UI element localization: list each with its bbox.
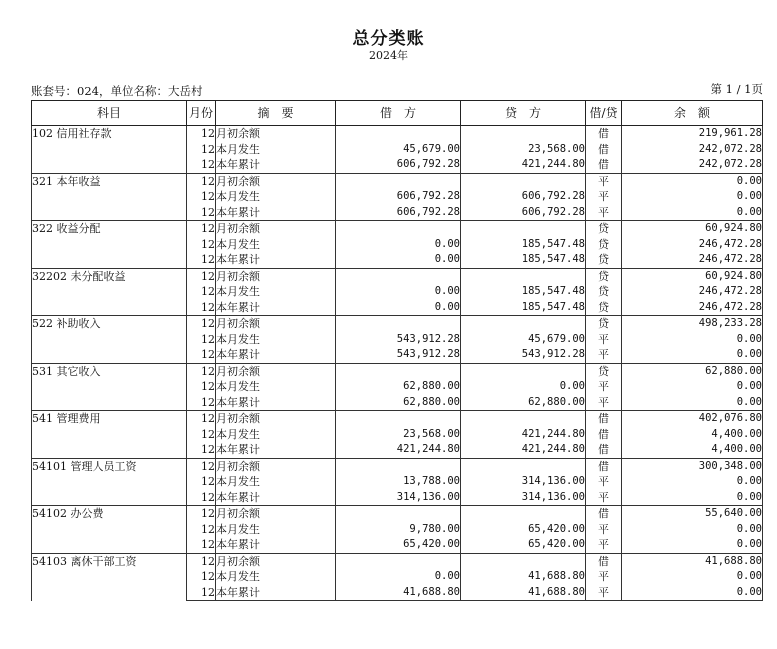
account-name: 531 其它收入 — [32, 363, 187, 411]
row-credit: 185,547.48 — [461, 300, 586, 316]
col-debit: 借 方 — [336, 101, 461, 126]
row-summary: 本年累计 — [216, 347, 336, 363]
row-direction: 平 — [586, 474, 622, 490]
row-month: 12 — [187, 522, 216, 538]
row-month: 12 — [187, 379, 216, 395]
row-credit — [461, 316, 586, 332]
row-month: 12 — [187, 442, 216, 458]
row-debit — [336, 316, 461, 332]
row-debit: 0.00 — [336, 252, 461, 268]
row-credit: 62,880.00 — [461, 395, 586, 411]
account-name: 54102 办公费 — [32, 506, 187, 554]
row-balance: 60,924.80 — [622, 268, 763, 284]
row-debit: 314,136.00 — [336, 490, 461, 506]
row-direction: 平 — [586, 490, 622, 506]
row-balance: 242,072.28 — [622, 142, 763, 158]
row-balance: 60,924.80 — [622, 221, 763, 237]
row-debit: 62,880.00 — [336, 395, 461, 411]
row-debit: 65,420.00 — [336, 537, 461, 553]
row-balance: 0.00 — [622, 522, 763, 538]
row-month: 12 — [187, 332, 216, 348]
row-credit: 314,136.00 — [461, 474, 586, 490]
row-month: 12 — [187, 268, 216, 284]
row-month: 12 — [187, 347, 216, 363]
row-debit — [336, 126, 461, 142]
row-month: 12 — [187, 569, 216, 585]
row-direction: 贷 — [586, 237, 622, 253]
row-direction: 贷 — [586, 252, 622, 268]
row-balance: 219,961.28 — [622, 126, 763, 142]
row-debit — [336, 221, 461, 237]
row-direction: 平 — [586, 537, 622, 553]
row-credit: 421,244.80 — [461, 427, 586, 443]
row-month: 12 — [187, 411, 216, 427]
row-summary: 本月发生 — [216, 474, 336, 490]
row-credit: 45,679.00 — [461, 332, 586, 348]
row-direction: 借 — [586, 427, 622, 443]
row-summary: 本年累计 — [216, 585, 336, 601]
row-month: 12 — [187, 427, 216, 443]
account-name: 321 本年收益 — [32, 173, 187, 221]
row-summary: 月初余额 — [216, 553, 336, 569]
row-credit — [461, 221, 586, 237]
row-debit: 0.00 — [336, 237, 461, 253]
report-year: 2024年 — [369, 49, 408, 62]
row-balance: 0.00 — [622, 537, 763, 553]
row-direction: 平 — [586, 347, 622, 363]
row-month: 12 — [187, 173, 216, 189]
account-name: 102 信用社存款 — [32, 126, 187, 174]
row-debit: 0.00 — [336, 284, 461, 300]
row-direction: 平 — [586, 569, 622, 585]
row-balance: 0.00 — [622, 347, 763, 363]
row-debit — [336, 411, 461, 427]
row-debit: 9,780.00 — [336, 522, 461, 538]
row-summary: 本年累计 — [216, 490, 336, 506]
row-month: 12 — [187, 490, 216, 506]
row-summary: 月初余额 — [216, 506, 336, 522]
row-summary: 月初余额 — [216, 173, 336, 189]
row-direction: 贷 — [586, 221, 622, 237]
row-summary: 月初余额 — [216, 268, 336, 284]
row-direction: 借 — [586, 411, 622, 427]
row-credit — [461, 126, 586, 142]
row-direction: 贷 — [586, 284, 622, 300]
row-credit — [461, 553, 586, 569]
row-balance: 55,640.00 — [622, 506, 763, 522]
row-debit: 41,688.80 — [336, 585, 461, 601]
row-direction: 贷 — [586, 300, 622, 316]
row-credit — [461, 173, 586, 189]
row-debit: 0.00 — [336, 300, 461, 316]
row-direction: 借 — [586, 458, 622, 474]
row-direction: 平 — [586, 205, 622, 221]
table-row — [32, 363, 763, 379]
row-debit — [336, 553, 461, 569]
row-month: 12 — [187, 189, 216, 205]
row-credit: 421,244.80 — [461, 442, 586, 458]
row-debit — [336, 458, 461, 474]
row-credit: 65,420.00 — [461, 522, 586, 538]
row-summary: 本月发生 — [216, 332, 336, 348]
row-debit: 0.00 — [336, 569, 461, 585]
row-balance: 4,400.00 — [622, 442, 763, 458]
row-credit: 185,547.48 — [461, 284, 586, 300]
table-row — [32, 221, 763, 237]
row-credit — [461, 458, 586, 474]
table-header-row — [32, 101, 763, 126]
row-summary: 本年累计 — [216, 395, 336, 411]
row-summary: 月初余额 — [216, 458, 336, 474]
row-summary: 月初余额 — [216, 221, 336, 237]
general-ledger-table — [31, 100, 763, 601]
table-row — [32, 268, 763, 284]
row-balance: 0.00 — [622, 585, 763, 601]
row-month: 12 — [187, 205, 216, 221]
account-name: 54101 管理人员工资 — [32, 458, 187, 506]
row-debit: 45,679.00 — [336, 142, 461, 158]
table-row — [32, 553, 763, 569]
table-row — [32, 506, 763, 522]
row-balance: 300,348.00 — [622, 458, 763, 474]
row-month: 12 — [187, 252, 216, 268]
row-month: 12 — [187, 237, 216, 253]
row-balance: 498,233.28 — [622, 316, 763, 332]
row-direction: 借 — [586, 126, 622, 142]
row-summary: 月初余额 — [216, 363, 336, 379]
row-summary: 本年累计 — [216, 537, 336, 553]
row-balance: 0.00 — [622, 332, 763, 348]
row-balance: 242,072.28 — [622, 157, 763, 173]
row-summary: 本月发生 — [216, 142, 336, 158]
ledger-meta: 账套号：024，单位名称：大岳村 — [31, 84, 203, 98]
row-summary: 月初余额 — [216, 411, 336, 427]
row-month: 12 — [187, 221, 216, 237]
row-credit: 185,547.48 — [461, 237, 586, 253]
row-summary: 本月发生 — [216, 427, 336, 443]
row-debit — [336, 363, 461, 379]
row-debit — [336, 506, 461, 522]
row-direction: 贷 — [586, 363, 622, 379]
row-month: 12 — [187, 142, 216, 158]
table-row — [32, 411, 763, 427]
row-debit: 62,880.00 — [336, 379, 461, 395]
row-summary: 本月发生 — [216, 379, 336, 395]
row-credit: 41,688.80 — [461, 569, 586, 585]
row-credit: 314,136.00 — [461, 490, 586, 506]
row-balance: 0.00 — [622, 569, 763, 585]
row-debit: 23,568.00 — [336, 427, 461, 443]
row-credit: 543,912.28 — [461, 347, 586, 363]
row-credit: 41,688.80 — [461, 585, 586, 601]
row-credit: 421,244.80 — [461, 157, 586, 173]
col-summary: 摘 要 — [216, 101, 336, 126]
row-month: 12 — [187, 537, 216, 553]
row-debit: 606,792.28 — [336, 189, 461, 205]
row-summary: 本月发生 — [216, 569, 336, 585]
row-debit: 421,244.80 — [336, 442, 461, 458]
report-title: 总分类账 — [352, 29, 425, 49]
row-credit — [461, 268, 586, 284]
row-balance: 62,880.00 — [622, 363, 763, 379]
col-balance: 余 额 — [622, 101, 763, 126]
row-month: 12 — [187, 585, 216, 601]
row-balance: 246,472.28 — [622, 252, 763, 268]
row-direction: 平 — [586, 522, 622, 538]
row-balance: 246,472.28 — [622, 300, 763, 316]
row-month: 12 — [187, 458, 216, 474]
row-month: 12 — [187, 506, 216, 522]
row-month: 12 — [187, 363, 216, 379]
row-month: 12 — [187, 300, 216, 316]
row-summary: 本年累计 — [216, 252, 336, 268]
row-debit: 606,792.28 — [336, 157, 461, 173]
row-month: 12 — [187, 474, 216, 490]
row-balance: 0.00 — [622, 205, 763, 221]
row-month: 12 — [187, 553, 216, 569]
table-row — [32, 316, 763, 332]
row-month: 12 — [187, 157, 216, 173]
row-direction: 平 — [586, 189, 622, 205]
row-balance: 4,400.00 — [622, 427, 763, 443]
row-direction: 贷 — [586, 316, 622, 332]
row-balance: 246,472.28 — [622, 284, 763, 300]
row-credit: 606,792.28 — [461, 189, 586, 205]
row-direction: 平 — [586, 585, 622, 601]
account-name: 32202 未分配收益 — [32, 268, 187, 316]
row-summary: 月初余额 — [216, 316, 336, 332]
col-credit: 贷 方 — [461, 101, 586, 126]
row-balance: 0.00 — [622, 173, 763, 189]
row-direction: 借 — [586, 553, 622, 569]
row-balance: 402,076.80 — [622, 411, 763, 427]
row-balance: 0.00 — [622, 490, 763, 506]
row-balance: 246,472.28 — [622, 237, 763, 253]
row-summary: 本月发生 — [216, 189, 336, 205]
page-indicator: 第 1 / 1页 — [710, 82, 763, 96]
row-credit — [461, 411, 586, 427]
account-name: 541 管理费用 — [32, 411, 187, 459]
row-month: 12 — [187, 395, 216, 411]
row-direction: 借 — [586, 442, 622, 458]
row-direction: 借 — [586, 142, 622, 158]
row-debit: 543,912.28 — [336, 347, 461, 363]
row-summary: 本年累计 — [216, 205, 336, 221]
row-debit: 606,792.28 — [336, 205, 461, 221]
row-summary: 本月发生 — [216, 522, 336, 538]
row-summary: 本年累计 — [216, 157, 336, 173]
row-credit — [461, 363, 586, 379]
row-credit: 23,568.00 — [461, 142, 586, 158]
row-month: 12 — [187, 284, 216, 300]
row-direction: 平 — [586, 173, 622, 189]
row-credit — [461, 506, 586, 522]
table-row — [32, 126, 763, 142]
row-credit: 65,420.00 — [461, 537, 586, 553]
table-row — [32, 458, 763, 474]
account-name: 522 补助收入 — [32, 316, 187, 364]
row-month: 12 — [187, 126, 216, 142]
account-name: 54103 离休干部工资 — [32, 553, 187, 601]
row-credit: 0.00 — [461, 379, 586, 395]
row-summary: 月初余额 — [216, 126, 336, 142]
row-summary: 本月发生 — [216, 284, 336, 300]
col-direction: 借/贷 — [586, 101, 622, 126]
row-credit: 185,547.48 — [461, 252, 586, 268]
col-month: 月份 — [187, 101, 216, 126]
row-balance: 0.00 — [622, 379, 763, 395]
row-direction: 借 — [586, 506, 622, 522]
account-name: 322 收益分配 — [32, 221, 187, 269]
row-credit: 606,792.28 — [461, 205, 586, 221]
row-debit: 13,788.00 — [336, 474, 461, 490]
table-row — [32, 173, 763, 189]
row-direction: 平 — [586, 379, 622, 395]
row-balance: 0.00 — [622, 189, 763, 205]
row-month: 12 — [187, 316, 216, 332]
row-debit: 543,912.28 — [336, 332, 461, 348]
row-balance: 41,688.80 — [622, 553, 763, 569]
row-debit — [336, 268, 461, 284]
row-summary: 本月发生 — [216, 237, 336, 253]
row-direction: 平 — [586, 332, 622, 348]
row-balance: 0.00 — [622, 395, 763, 411]
row-direction: 平 — [586, 395, 622, 411]
row-balance: 0.00 — [622, 474, 763, 490]
row-direction: 贷 — [586, 268, 622, 284]
row-summary: 本年累计 — [216, 300, 336, 316]
row-summary: 本年累计 — [216, 442, 336, 458]
row-debit — [336, 173, 461, 189]
row-direction: 借 — [586, 157, 622, 173]
col-account: 科目 — [32, 101, 187, 126]
